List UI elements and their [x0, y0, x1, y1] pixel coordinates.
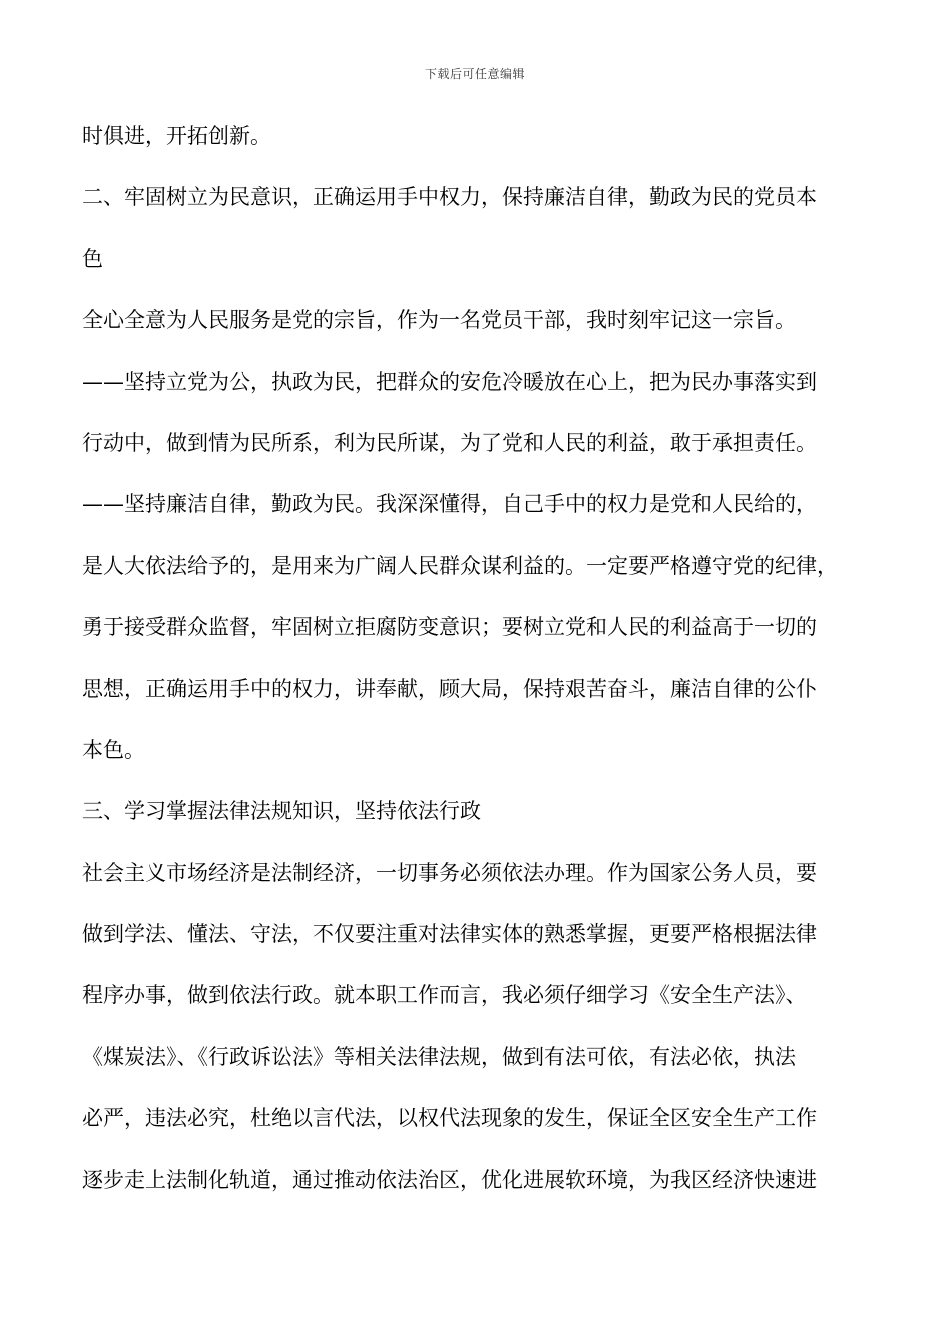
text-line: 时俱进，开拓创新。 — [82, 124, 271, 148]
text-line: 《煤炭法》、《行政诉讼法》等相关法律法规，做到有法可依，有法必依，执法 — [82, 1044, 796, 1069]
text-line: 是人大依法给予的，是用来为广阔人民群众谋利益的。一定要严格遵守党的纪律， — [82, 553, 838, 578]
text-line: 全心全意为人民服务是党的宗旨，作为一名党员干部，我时刻牢记这一宗旨。 — [82, 308, 796, 333]
document-body — [82, 106, 882, 1211]
text-line: 程序办事，做到依法行政。就本职工作而言，我必须仔细学习《安全生产法》、 — [82, 983, 807, 1008]
text-line: 行动中，做到情为民所系，利为民所谋，为了党和人民的利益，敢于承担责任。 — [82, 430, 817, 455]
section-heading-3: 三、学习掌握法律法规知识，坚持依法行政 — [82, 799, 481, 824]
section-heading-2: 二、牢固树立为民意识，正确运用手中权力，保持廉洁自律，勤政为民的党员本 — [82, 185, 817, 210]
text-line: ——坚持立党为公，执政为民，把群众的安危冷暖放在心上，把为民办事落实到 — [82, 369, 817, 394]
text-line: 必严，违法必究，杜绝以言代法，以权代法现象的发生，保证全区安全生产工作 — [82, 1106, 817, 1131]
text-line: 本色。 — [82, 737, 145, 762]
text-line: 逐步走上法制化轨道，通过推动依法治区，优化进展软环境，为我区经济快速进 — [82, 1167, 817, 1192]
text-line: ——坚持廉洁自律，勤政为民。我深深懂得，自己手中的权力是党和人民给的， — [82, 492, 817, 517]
text-line: 思想，正确运用手中的权力，讲奉献，顾大局，保持艰苦奋斗，廉洁自律的公仆 — [82, 676, 817, 701]
text-line: 社会主义市场经济是法制经济，一切事务必须依法办理。作为国家公务人员，要 — [82, 860, 817, 885]
page-header: 下载后可任意编辑 — [424, 67, 525, 81]
text-line: 勇于接受群众监督，牢固树立拒腐防变意识；要树立党和人民的利益高于一切的 — [82, 615, 817, 640]
section-heading-2-cont: 色 — [82, 246, 103, 271]
text-line: 做到学法、懂法、守法，不仅要注重对法律实体的熟悉掌握，更要严格根据法律 — [82, 922, 817, 947]
